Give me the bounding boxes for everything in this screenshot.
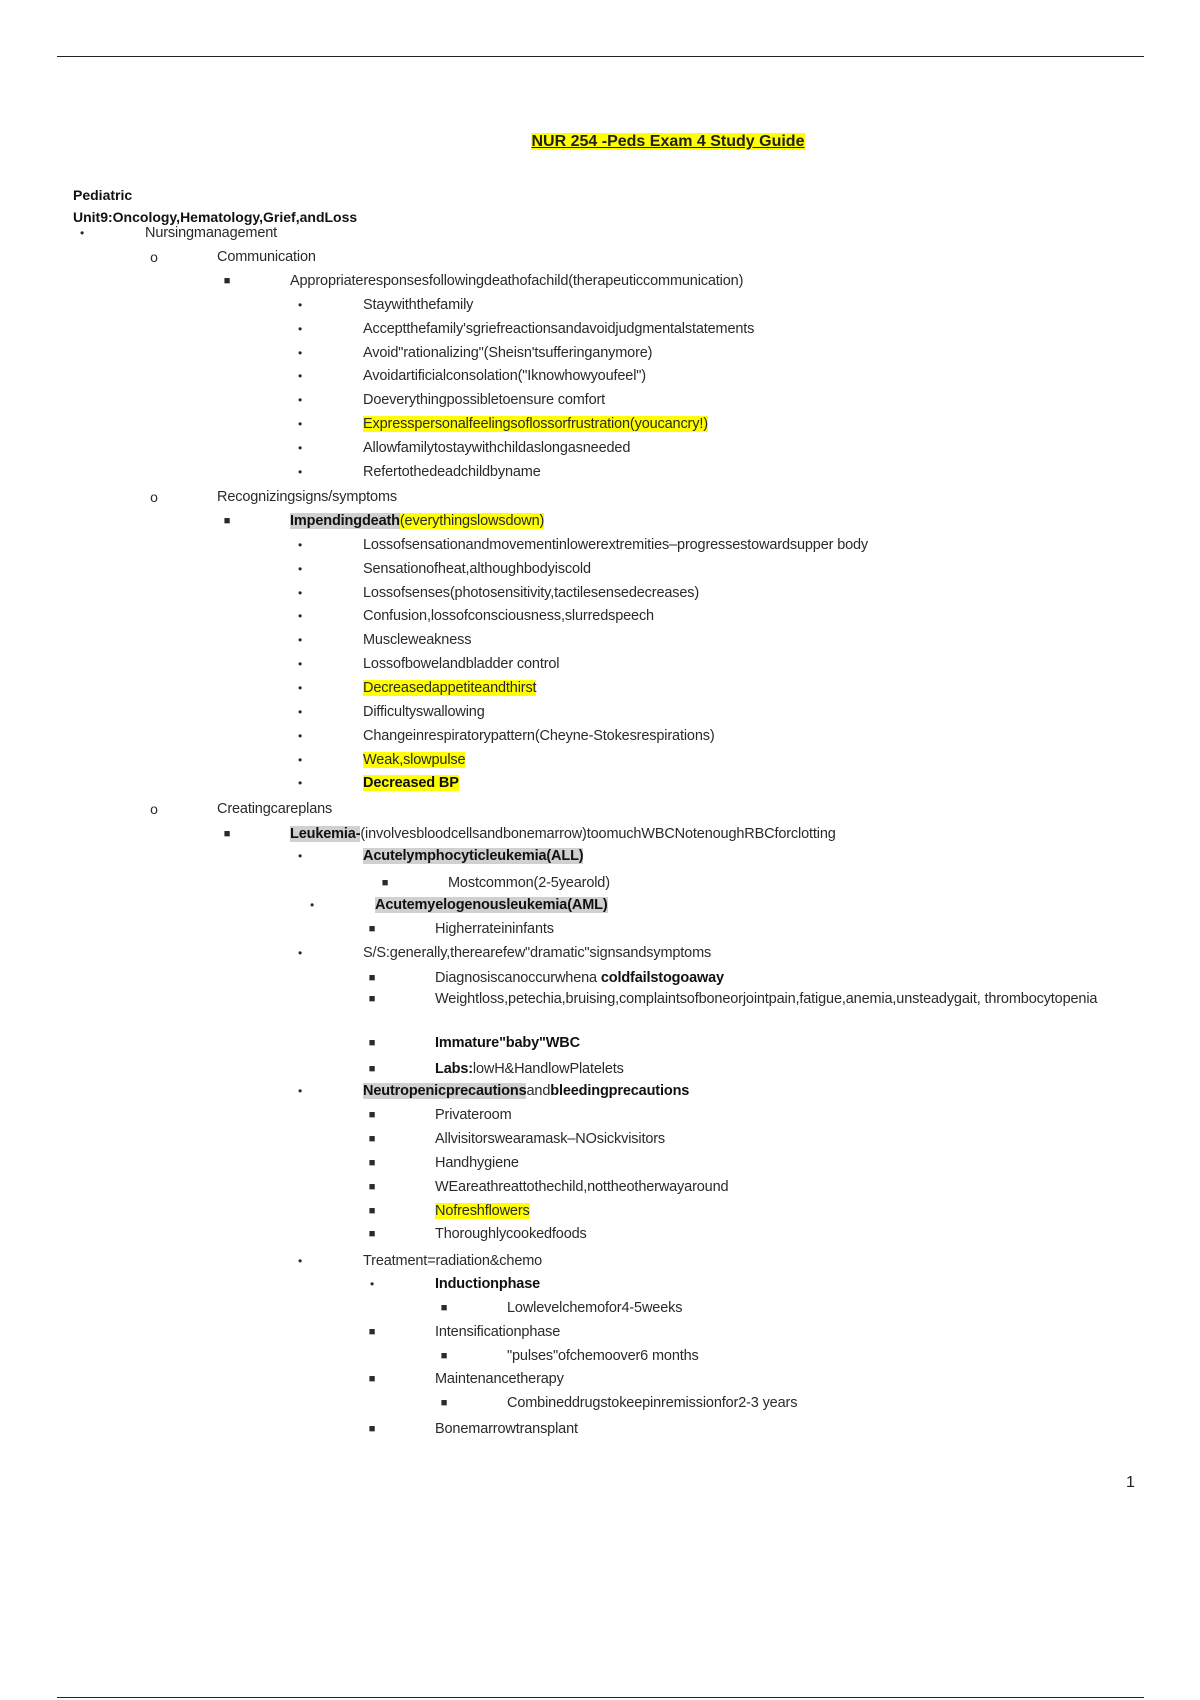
- list-item: [368, 1032, 580, 1054]
- dot-bullet-icon: •: [297, 393, 303, 407]
- list-item-text: Bonemarrowtransplant: [435, 1421, 578, 1437]
- dot-bullet-icon: •: [297, 586, 303, 600]
- highlighted-text: Acutelymphocyticleukemia(ALL): [363, 848, 584, 864]
- list-item-text: Diagnosiscanoccurwhena: [435, 970, 601, 986]
- dot-bullet-icon: •: [297, 562, 303, 576]
- circle-bullet-icon: o: [150, 249, 158, 265]
- square-bullet-icon: ■: [440, 1302, 448, 1314]
- list-item-text: Mostcommon(2-5yearold): [448, 875, 610, 891]
- document-title-text: NUR 254 -Peds Exam 4 Study Guide: [531, 133, 805, 150]
- list-item-text: Acceptthefamily'sgriefreactionsandavoidjudgmentalstatements: [363, 321, 755, 337]
- list-item-text: Confusion,lossofconsciousness,slurredspeech: [363, 608, 654, 624]
- square-bullet-icon: ■: [368, 1228, 376, 1240]
- dot-bullet-icon: •: [297, 1084, 303, 1098]
- unit-heading: Unit9:Oncology,Hematology,Grief,andLoss: [73, 209, 358, 225]
- dot-bullet-icon: •: [297, 681, 303, 695]
- list-item-text: bleedingprecautions: [550, 1083, 690, 1099]
- list-item-text: Nursingmanagement: [145, 225, 278, 241]
- square-bullet-icon: ■: [368, 1326, 376, 1338]
- list-item: [368, 1200, 530, 1222]
- list-item: [297, 942, 712, 964]
- square-bullet-icon: ■: [368, 1423, 376, 1435]
- square-bullet-icon: ■: [368, 1373, 376, 1385]
- list-item: [368, 918, 554, 940]
- highlighted-text: Acutemyelogenousleukemia(AML): [375, 897, 608, 913]
- square-bullet-icon: ■: [368, 923, 376, 935]
- list-item-text: (involvesbloodcellsandbonemarrow)toomuchWBCNotenoughRBCforclotting: [360, 826, 836, 842]
- list-item-text: Privateroom: [435, 1107, 512, 1123]
- list-item-text: Combineddrugstokeepinremissionfor2-3 years: [507, 1395, 798, 1411]
- dot-bullet-icon: •: [297, 369, 303, 383]
- square-bullet-icon: ■: [368, 1181, 376, 1193]
- list-item: [297, 318, 755, 340]
- list-item-text: S/S:generally,therearefew"dramatic"signsandsymptoms: [363, 945, 712, 961]
- highlighted-text: Expresspersonalfeelingsoflossorfrustration(youcancry!): [363, 416, 708, 432]
- list-item-text: Changeinrespiratorypattern(Cheyne-Stokesrespirations): [363, 728, 715, 744]
- dot-bullet-icon: •: [297, 729, 303, 743]
- list-item: [297, 677, 537, 699]
- list-item: [297, 845, 584, 867]
- list-item-text: Lossofsensationandmovementinlowerextremities–progressestowardsupper body: [363, 537, 869, 553]
- list-item: [297, 534, 869, 556]
- list-item-text: Lossofbowelandbladder control: [363, 656, 560, 672]
- circle-bullet-icon: o: [150, 801, 158, 817]
- list-item: [297, 629, 472, 651]
- list-item-text: Higherrateininfants: [435, 921, 554, 937]
- list-item-text: Allowfamilytostaywithchildaslongasneeded: [363, 440, 631, 456]
- list-item-text: "pulses"ofchemoover6 months: [507, 1348, 699, 1364]
- list-item: [440, 1392, 798, 1414]
- list-item-text: Treatment=radiation&chemo: [363, 1253, 543, 1269]
- list-item: [150, 246, 316, 268]
- list-item-text: Avoid"rationalizing"(Sheisn'tsufferinganymore): [363, 345, 653, 361]
- list-item-text: Refertothedeadchildbyname: [363, 464, 541, 480]
- dot-bullet-icon: •: [297, 753, 303, 767]
- square-bullet-icon: ■: [368, 972, 376, 984]
- list-item-text: Intensificationphase: [435, 1324, 561, 1340]
- list-item: [368, 1176, 729, 1198]
- list-item: [297, 558, 591, 580]
- list-item: [368, 1418, 578, 1440]
- list-item: [369, 1273, 541, 1295]
- list-item: [223, 510, 545, 532]
- list-item: [297, 1250, 543, 1272]
- list-item-text: Labs:: [435, 1061, 473, 1077]
- list-item-text: Creatingcareplans: [217, 801, 333, 817]
- dot-bullet-icon: •: [297, 298, 303, 312]
- list-item-text: Weightloss,petechia,bruising,complaintsofboneorjointpain,fatigue,anemia,unsteadygait, thrombocytopenia: [435, 991, 1098, 1007]
- list-item-text: coldfailstogoaway: [600, 970, 724, 986]
- list-item: [79, 222, 278, 244]
- highlighted-text: Decreasedappetiteandthirst: [363, 680, 537, 696]
- highlighted-text: Nofreshflowers: [435, 1203, 530, 1219]
- square-bullet-icon: ■: [381, 877, 389, 889]
- list-item-text: Recognizingsigns/symptoms: [217, 489, 397, 505]
- list-item-text: Immature"baby"WBC: [435, 1035, 580, 1051]
- list-item: [150, 798, 333, 820]
- list-item: [297, 294, 474, 316]
- dot-bullet-icon: •: [297, 609, 303, 623]
- highlighted-text: (everythingslowsdown): [399, 513, 545, 529]
- square-bullet-icon: ■: [368, 1205, 376, 1217]
- circle-bullet-icon: o: [150, 489, 158, 505]
- square-bullet-icon: ■: [368, 1063, 376, 1075]
- list-item-text: Muscleweakness: [363, 632, 472, 648]
- list-item: [368, 989, 1115, 1010]
- dot-bullet-icon: •: [297, 657, 303, 671]
- document-title: [0, 131, 1200, 153]
- list-item: [297, 1080, 690, 1102]
- list-item: [297, 389, 606, 411]
- section-heading: Pediatric: [73, 187, 133, 203]
- list-item-text: Inductionphase: [435, 1276, 541, 1292]
- list-item: [309, 894, 608, 916]
- dot-bullet-icon: •: [297, 441, 303, 455]
- list-item: [368, 1058, 624, 1080]
- list-item-text: Sensationofheat,althoughbodyiscold: [363, 561, 591, 577]
- dot-bullet-icon: •: [297, 776, 303, 790]
- list-item: [297, 413, 708, 435]
- list-item: [297, 749, 466, 771]
- dot-bullet-icon: •: [297, 465, 303, 479]
- list-item: [368, 1152, 519, 1174]
- list-item-text: Thoroughlycookedfoods: [435, 1226, 587, 1242]
- highlighted-text: Leukemia-: [290, 826, 361, 842]
- list-item-text: Maintenancetherapy: [435, 1371, 564, 1387]
- list-item-text: WEareathreattothechild,nottheotherwayaround: [435, 1179, 729, 1195]
- dot-bullet-icon: •: [297, 633, 303, 647]
- square-bullet-icon: ■: [440, 1350, 448, 1362]
- square-bullet-icon: ■: [368, 1133, 376, 1145]
- page-number: 1: [1126, 1474, 1135, 1491]
- list-item: [368, 1128, 666, 1150]
- list-item-text: Lossofsenses(photosensitivity,tactilesensedecreases): [363, 585, 700, 601]
- square-bullet-icon: ■: [440, 1397, 448, 1409]
- list-item-text: Handhygiene: [435, 1155, 519, 1171]
- list-item: [297, 653, 560, 675]
- list-item: [297, 582, 700, 604]
- list-item: [368, 1104, 512, 1126]
- list-item-text: Communication: [217, 249, 316, 265]
- list-item-text: lowH&HandlowPlatelets: [472, 1061, 624, 1077]
- highlighted-text: Neutropenicprecautions: [363, 1083, 527, 1099]
- list-item: [223, 823, 836, 845]
- dot-bullet-icon: •: [309, 898, 315, 912]
- list-item: [223, 270, 744, 292]
- list-item: [150, 486, 397, 508]
- highlighted-text: Impendingdeath: [290, 513, 400, 529]
- list-item: [297, 772, 459, 794]
- list-item-text: Difficultyswallowing: [363, 704, 485, 720]
- list-item-text: Appropriateresponsesfollowingdeathofachild(therapeuticcommunication): [290, 273, 744, 289]
- list-item: [297, 461, 541, 483]
- top-rule: [57, 56, 1144, 57]
- list-item: [297, 342, 653, 364]
- list-item: [381, 872, 610, 894]
- list-item: [297, 437, 631, 459]
- dot-bullet-icon: •: [297, 346, 303, 360]
- highlighted-text: Decreased BP: [363, 775, 459, 791]
- square-bullet-icon: ■: [368, 1157, 376, 1169]
- dot-bullet-icon: •: [297, 1254, 303, 1268]
- list-item-text: and: [526, 1083, 551, 1099]
- dot-bullet-icon: •: [297, 946, 303, 960]
- dot-bullet-icon: •: [297, 538, 303, 552]
- highlighted-text: Weak,slowpulse: [363, 752, 466, 768]
- list-item: [297, 365, 646, 387]
- dot-bullet-icon: •: [297, 705, 303, 719]
- list-item: [368, 1368, 564, 1390]
- list-item-text: Lowlevelchemofor4-5weeks: [507, 1300, 683, 1316]
- square-bullet-icon: ■: [368, 1109, 376, 1121]
- list-item: [440, 1345, 699, 1367]
- square-bullet-icon: ■: [223, 275, 231, 287]
- square-bullet-icon: ■: [368, 993, 376, 1005]
- dot-bullet-icon: •: [297, 322, 303, 336]
- list-item: [368, 1223, 587, 1245]
- list-item: [297, 725, 715, 747]
- square-bullet-icon: ■: [368, 1037, 376, 1049]
- list-item-text: Avoidartificialconsolation("Iknowhowyoufeel"): [363, 368, 646, 384]
- dot-bullet-icon: •: [369, 1277, 375, 1291]
- dot-bullet-icon: •: [297, 849, 303, 863]
- list-item-text: Allvisitorswearamask–NOsickvisitors: [435, 1131, 666, 1147]
- list-item: [440, 1297, 683, 1319]
- square-bullet-icon: ■: [223, 515, 231, 527]
- list-item: [297, 701, 485, 723]
- dot-bullet-icon: •: [297, 417, 303, 431]
- list-item: [368, 1321, 561, 1343]
- bottom-rule: [57, 1697, 1144, 1698]
- dot-bullet-icon: •: [79, 226, 85, 240]
- list-item: [297, 605, 654, 627]
- list-item: [368, 967, 724, 989]
- list-item-text: Staywiththefamily: [363, 297, 474, 313]
- list-item-text: Doeverythingpossibletoensure comfort: [363, 392, 606, 408]
- square-bullet-icon: ■: [223, 828, 231, 840]
